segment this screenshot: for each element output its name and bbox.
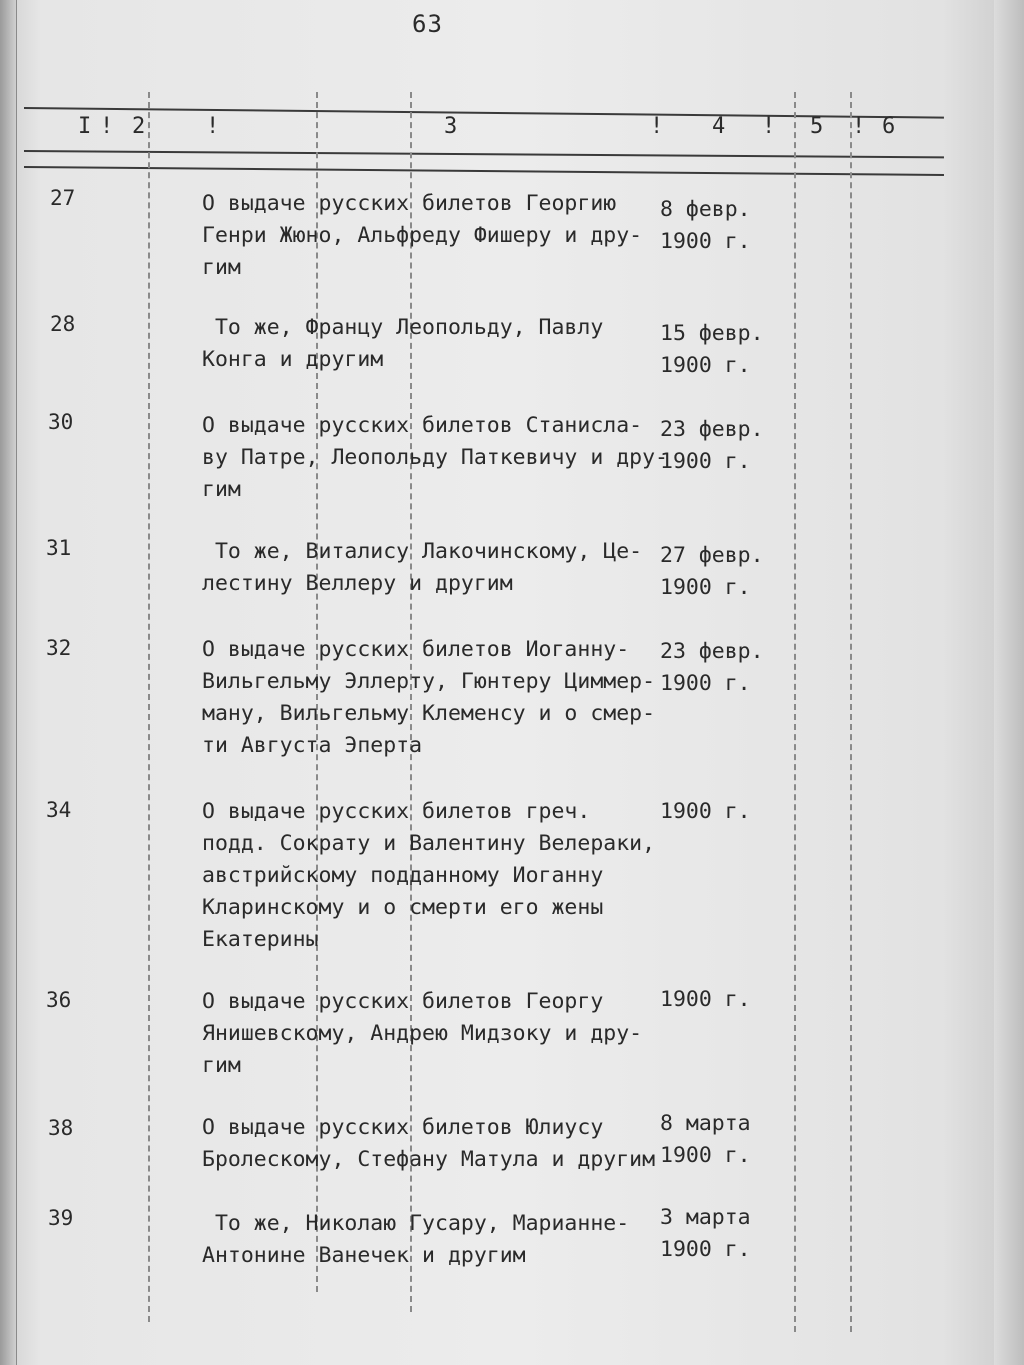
record-date: 23 февр. 1900 г. xyxy=(660,417,764,474)
record-number: 32 xyxy=(46,636,72,660)
record-number: 28 xyxy=(50,312,76,336)
record-date: 3 марта 1900 г. xyxy=(660,1205,751,1262)
record-title: То же, Николаю Гусару, Марианне- Антонине Ванечек и другим xyxy=(202,1211,630,1268)
header-separator: ! xyxy=(852,114,866,139)
header-separator: ! xyxy=(100,114,114,139)
record-number: 36 xyxy=(46,988,72,1012)
header-col-6: 6 xyxy=(882,114,896,139)
record-number: 27 xyxy=(50,186,76,210)
header-col-5: 5 xyxy=(810,114,824,139)
page-number: 63 xyxy=(412,10,443,38)
header-top-rule xyxy=(24,107,944,119)
record-number: 34 xyxy=(46,798,72,822)
record-number: 31 xyxy=(46,536,72,560)
header-col-1: I xyxy=(78,114,92,139)
record-number: 30 xyxy=(48,410,74,434)
header-separator: ! xyxy=(650,114,664,139)
record-number: 38 xyxy=(48,1116,74,1140)
record-date: 23 февр. 1900 г. xyxy=(660,639,764,696)
record-title: О выдаче русских билетов греч. подд. Сократу и Валентину Велераки, австрийскому подданному Иоганну Кларинскому и о смерти его жены Екатерины xyxy=(202,799,656,952)
header-separator: ! xyxy=(762,114,776,139)
page-right-edge xyxy=(994,0,1024,1365)
column-divider xyxy=(148,92,150,1322)
record-title: О выдаче русских билетов Иоганну- Вильгельму Эллерту, Гюнтеру Циммер- ману, Вильгельму Клеменсу и о смер- ти Августа Эперта xyxy=(202,637,656,758)
record-title: То же, Виталису Лакочинскому, Це- лестину Веллеру и другим xyxy=(202,539,643,596)
record-number: 39 xyxy=(48,1206,74,1230)
record-date: 27 февр. 1900 г. xyxy=(660,543,764,600)
page-binding-edge xyxy=(0,0,17,1365)
record-date: 15 февр. 1900 г. xyxy=(660,321,764,378)
record-title: О выдаче русских билетов Юлиусу Бролескому, Стефану Матула и другим xyxy=(202,1115,656,1172)
record-date: 1900 г. xyxy=(660,799,751,824)
record-date: 1900 г. xyxy=(660,987,751,1012)
header-middle-rule xyxy=(24,150,944,158)
header-col-4: 4 xyxy=(712,114,726,139)
header-col-2: 2 xyxy=(132,114,146,139)
record-title: О выдаче русских билетов Георгию Генри Жюно, Альфреду Фишеру и дру- гим xyxy=(202,191,643,280)
column-divider xyxy=(794,92,796,1332)
header-col-3: 3 xyxy=(444,114,458,139)
record-date: 8 февр. 1900 г. xyxy=(660,197,751,254)
record-date: 8 марта 1900 г. xyxy=(660,1111,751,1168)
header-separator: ! xyxy=(206,114,220,139)
column-divider xyxy=(850,92,852,1332)
record-title: О выдаче русских билетов Станисла- ву Патре, Леопольду Паткевичу и дру- гим xyxy=(202,413,668,502)
record-title: О выдаче русских билетов Георгу Янишевскому, Андрею Мидзоку и дру- гим xyxy=(202,989,643,1078)
header-bottom-rule xyxy=(24,166,944,176)
record-title: То же, Францу Леопольду, Павлу Конга и другим xyxy=(202,315,604,372)
